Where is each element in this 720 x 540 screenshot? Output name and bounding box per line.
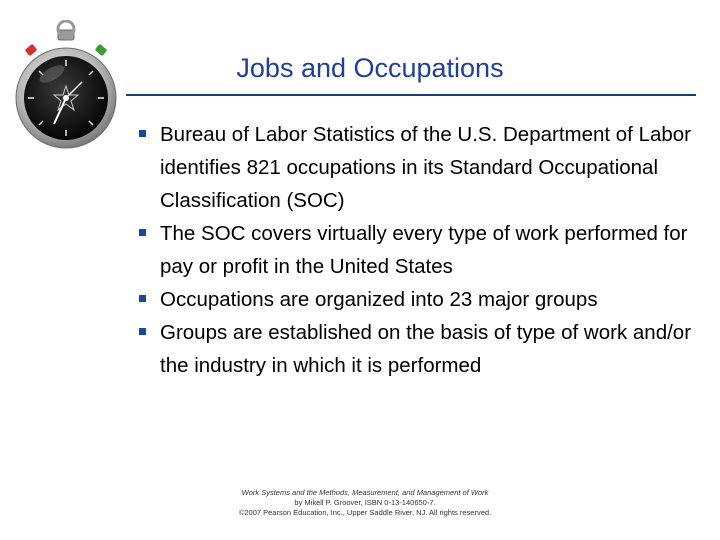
bullet-item bbox=[134, 118, 704, 217]
square-bullet-icon bbox=[139, 130, 146, 137]
footer-copyright: ©2007 Pearson Education, Inc., Upper Saddle River, NJ. All rights reserved. bbox=[238, 508, 492, 517]
bullet-item bbox=[134, 316, 704, 382]
bullet-item bbox=[134, 283, 704, 316]
bullet-list bbox=[134, 118, 704, 382]
bullet-text: Occupations are organized into 23 major groups bbox=[160, 288, 598, 311]
square-bullet-icon bbox=[139, 229, 146, 236]
title-divider bbox=[126, 94, 696, 96]
bullet-text: The SOC covers virtually every type of work performed for pay or profit in the United States bbox=[160, 222, 688, 278]
square-bullet-icon bbox=[139, 295, 146, 302]
slide-title: Jobs and Occupations bbox=[236, 53, 504, 83]
footer-citation bbox=[200, 488, 530, 518]
bullet-text: Bureau of Labor Statistics of the U.S. Department of Labor identifies 821 occupations in its Standard Occupational Classification (SOC) bbox=[160, 123, 692, 212]
square-bullet-icon bbox=[139, 328, 146, 335]
footer-book-title: Work Systems and the Methods, Measurement, and Management of Work bbox=[241, 488, 489, 497]
bullet-text: Groups are established on the basis of type of work and/or the industry in which it is performed bbox=[160, 321, 692, 377]
footer-author-isbn: by Mikell P. Groover, ISBN 0-13-140650-7. bbox=[294, 498, 436, 507]
bullet-item bbox=[134, 217, 704, 283]
stopwatch-icon bbox=[14, 20, 118, 150]
